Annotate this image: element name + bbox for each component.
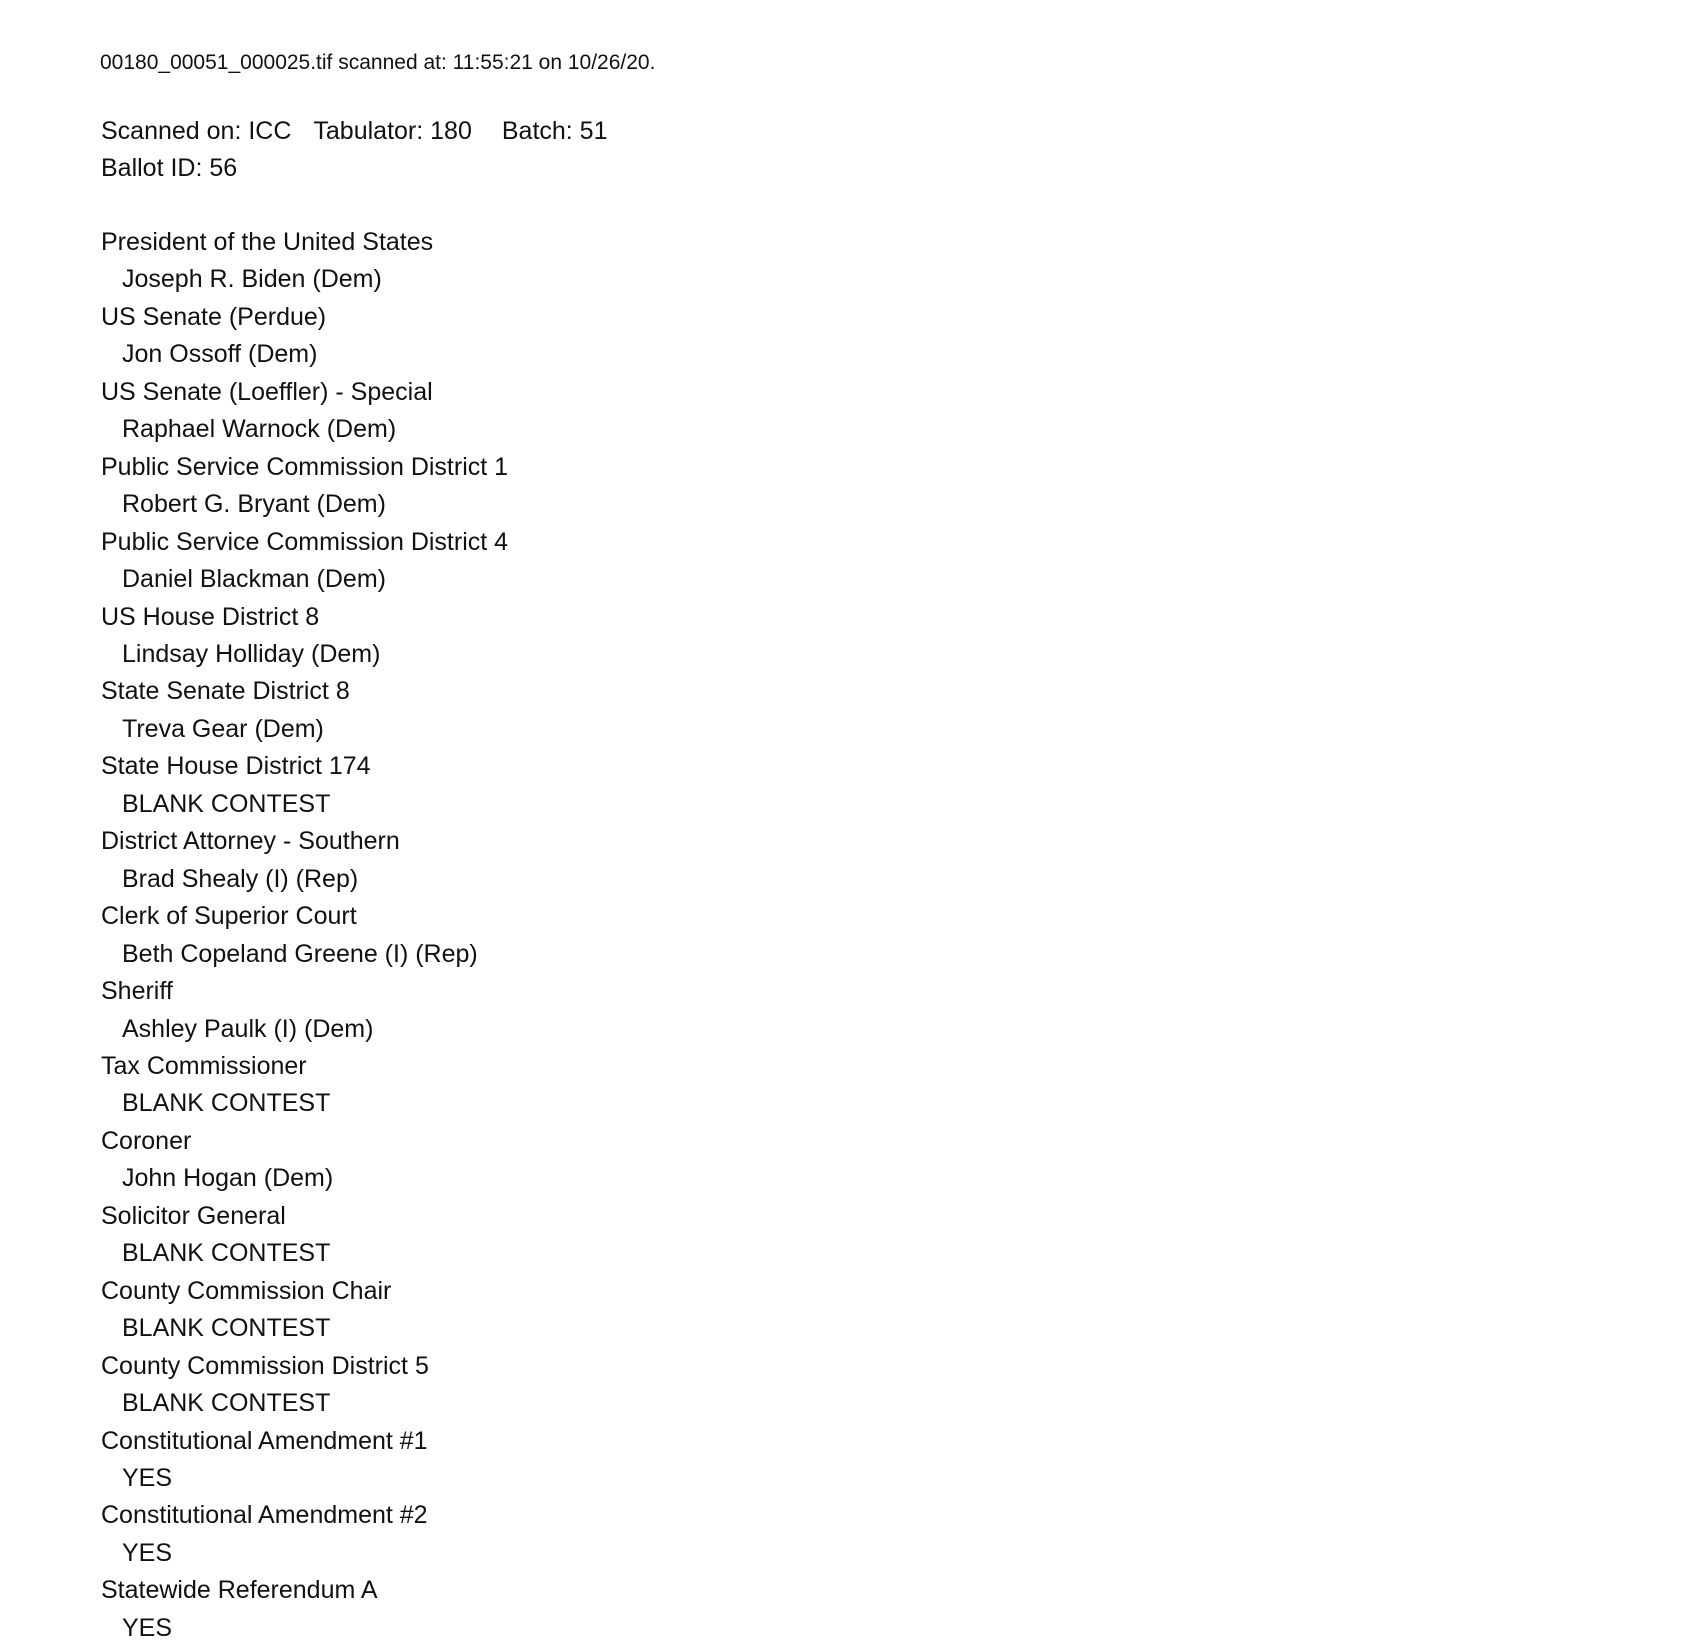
contest-item [101,299,508,374]
contest-title: County Commission Chair [101,1276,392,1305]
contest-selection: Treva Gear (Dem) [122,714,324,743]
contest-title: Coroner [101,1126,192,1155]
contest-selection: Raphael Warnock (Dem) [122,415,397,444]
contest-title: Constitutional Amendment #2 [101,1501,428,1530]
contest-title: Statewide Referendum A [101,1576,378,1605]
contest-title: Public Service Commission District 4 [101,527,509,556]
contest-selection: YES [122,1538,173,1567]
scan-metadata-row [101,113,608,150]
contest-selection: Joseph R. Biden (Dem) [122,265,382,294]
contest-selection: Brad Shealy (I) (Rep) [122,864,359,893]
contest-title: US Senate (Perdue) [101,302,327,331]
contest-item [101,524,508,599]
contest-item [101,599,508,674]
contest-item [101,823,508,898]
contest-title: US House District 8 [101,602,320,631]
contest-item [101,224,508,299]
contest-title: Constitutional Amendment #1 [101,1426,428,1455]
batch-label: Batch: 51 [501,117,608,145]
contest-selection: Jon Ossoff (Dem) [122,340,318,369]
contest-selection: YES [122,1613,173,1642]
contest-item [101,1497,508,1572]
contest-title: Public Service Commission District 1 [101,452,509,481]
contest-title: Clerk of Superior Court [101,902,357,931]
contest-item [101,1273,508,1348]
contest-item [101,1572,508,1647]
ballot-metadata [101,113,608,187]
contest-item [101,973,508,1048]
contest-title: Sheriff [101,977,173,1006]
contest-title: District Attorney - Southern [101,827,400,856]
contest-list [101,224,508,1647]
contest-item [101,1123,508,1198]
contest-item [101,374,508,449]
scan-file-line: 00180_00051_000025.tif scanned at: 11:55:21 on 10/26/20. [100,51,656,74]
scanned-on-label: Scanned on: ICC [101,117,292,145]
contest-item [101,898,508,973]
ballot-id-label: Ballot ID: 56 [101,154,238,182]
contest-selection: BLANK CONTEST [122,789,331,818]
contest-title: County Commission District 5 [101,1351,429,1380]
contest-title: President of the United States [101,228,434,256]
ballot-id-row [101,150,608,187]
contest-item [101,1423,508,1498]
contest-title: Solicitor General [101,1201,286,1230]
contest-item [101,449,508,524]
contest-selection: YES [122,1463,173,1492]
contest-selection: BLANK CONTEST [122,1389,331,1418]
contest-item [101,1198,508,1273]
contest-selection: Lindsay Holliday (Dem) [122,639,381,668]
contest-selection: Beth Copeland Greene (I) (Rep) [122,939,478,968]
tabulator-label: Tabulator: 180 [313,117,472,145]
contest-selection: BLANK CONTEST [122,1239,331,1268]
contest-selection: Daniel Blackman (Dem) [122,565,386,594]
contest-item [101,1348,508,1423]
contest-title: State Senate District 8 [101,677,350,706]
contest-selection: BLANK CONTEST [122,1314,331,1343]
contest-title: State House District 174 [101,752,371,781]
contest-title: US Senate (Loeffler) - Special [101,377,433,406]
contest-selection: BLANK CONTEST [122,1089,331,1118]
contest-title: Tax Commissioner [101,1051,307,1080]
contest-selection: Robert G. Bryant (Dem) [122,490,386,519]
contest-item [101,1048,508,1123]
contest-selection: Ashley Paulk (I) (Dem) [122,1014,374,1043]
contest-selection: John Hogan (Dem) [122,1164,334,1193]
contest-item [101,748,508,823]
contest-item [101,673,508,748]
